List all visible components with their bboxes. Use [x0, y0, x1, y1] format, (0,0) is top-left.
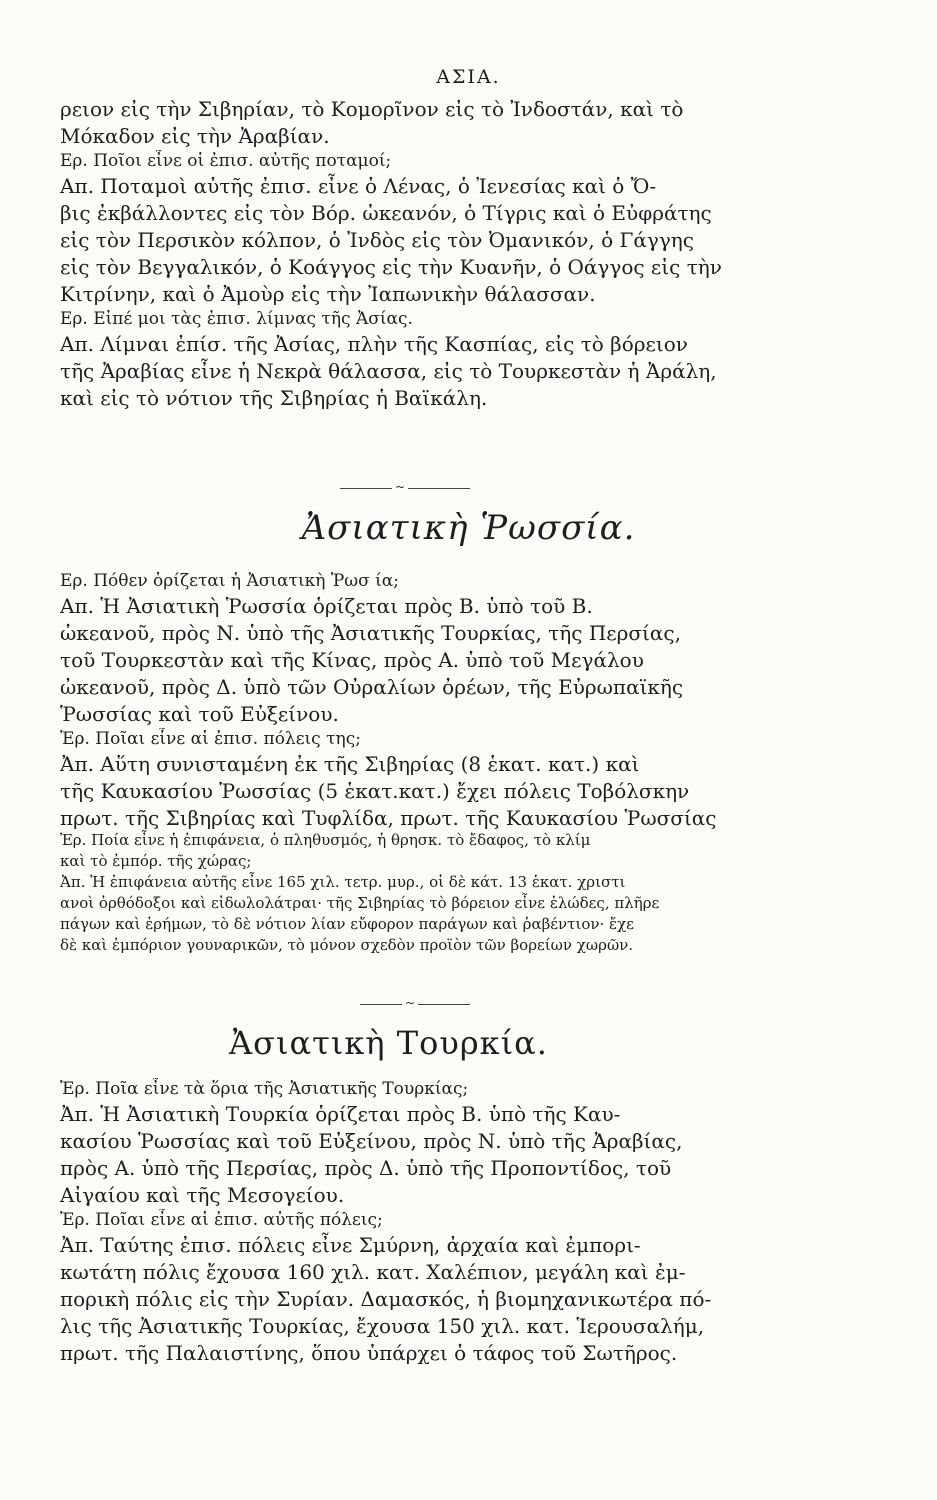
- section-title-russia: Ἀσιατικὴ Ῥωσσία.: [301, 508, 636, 548]
- answer-line: Ἀπ. Ἡ ἐπιφάνεια αὐτῆς εἶνε 165 χιλ. τετρ. μυρ., οἱ δὲ κάτ. 13 ἑκατ. χριστι: [60, 873, 626, 891]
- text-line: κωτάτη πόλις ἔχουσα 160 χιλ. κατ. Χαλέπιον, μεγάλη καὶ ἐμ-: [60, 1260, 686, 1284]
- answer-line: Ἀπ. Ταύτης ἐπισ. πόλεις εἶνε Σμύρνη, ἀρχαία καὶ ἐμπορι-: [60, 1233, 641, 1257]
- answer-line: Ἀπ. Ἡ Ἀσιατικὴ Τουρκία ὁρίζεται πρὸς Β. ὑπὸ τῆς Καυ-: [60, 1102, 621, 1126]
- text-line: ὠκεανοῦ, πρὸς Δ. ὑπὸ τῶν Οὐραλίων ὀρέων, τῆς Εὐρωπαϊκῆς: [60, 675, 684, 699]
- text-line: τῆς Ἀραβίας εἶνε ἡ Νεκρὰ θάλασσα, εἰς τὸ Τουρκεστὰν ἡ Ἀράλη,: [60, 359, 717, 383]
- russia-details-text: [60, 830, 800, 956]
- text-line: πορικὴ πόλις εἰς τὴν Συρίαν. Δαμασκός, ἡ βιομηχανικωτέρα πό-: [60, 1287, 712, 1311]
- text-line: ανοὶ ὀρθόδοξοι καὶ εἰδωλολάτραι· τῆς Σιβηρίας τὸ βόρειον εἶνε ἑλώδες, πλῆρε: [60, 894, 660, 912]
- text-line: Αἰγαίου καὶ τῆς Μεσογείου.: [60, 1183, 345, 1207]
- text-line: καὶ εἰς τὸ νότιον τῆς Σιβηρίας ἡ Βαϊκάλη.: [60, 386, 488, 410]
- answer-line: Ἀπ. Αὕτη συνισταμένη ἐκ τῆς Σιβηρίας (8 ἑκατ. κατ.) καὶ: [60, 752, 640, 776]
- text-line: κασίου Ῥωσσίας καὶ τοῦ Εὐξείνου, πρὸς Ν. ὑπὸ τῆς Ἀραβίας,: [60, 1129, 683, 1153]
- section-divider: ~: [340, 488, 470, 490]
- text-line: ὠκεανοῦ, πρὸς Ν. ὑπὸ τῆς Ἀσιατικῆς Τουρκίας, τῆς Περσίας,: [60, 621, 681, 645]
- text-line: πρὸς Α. ὑπὸ τῆς Περσίας, πρὸς Δ. ὑπὸ τῆς Προποντίδος, τοῦ: [60, 1156, 672, 1180]
- text-line: τοῦ Τουρκεστὰν καὶ τῆς Κίνας, πρὸς Α. ὑπὸ τοῦ Μεγάλου: [60, 648, 644, 672]
- rivers-lakes-text: [60, 96, 800, 412]
- text-line: εἰς τὸν Περσικὸν κόλπον, ὁ Ἰνδὸς εἰς τὸν Ὀμανικόν, ὁ Γάγγης: [60, 228, 694, 252]
- answer-line: Απ. Ποταμοὶ αὐτῆς ἐπισ. εἶνε ὁ Λένας, ὁ Ἰενεσίας καὶ ὁ Ὄ-: [60, 174, 657, 198]
- text-line: δὲ καὶ ἐμπόριον γουναρικῶν, τὸ μόνον σχεδὸν προϊὸν τῶν βορείων χωρῶν.: [60, 936, 634, 954]
- question-line: Ερ. Ποῖοι εἶνε οἱ ἐπισ. αὐτῆς ποταμοί;: [60, 151, 392, 171]
- text-line: Κιτρίνην, καὶ ὁ Ἀμοὺρ εἰς τὴν Ἰαπωνικὴν θάλασσαν.: [60, 282, 596, 306]
- turkey-text: [60, 1078, 800, 1367]
- text-line: ρειον εἰς τὴν Σιβηρίαν, τὸ Κομορῖνον εἰς τὸ Ἰνδοστάν, καὶ τὸ: [60, 97, 684, 121]
- answer-line: Απ. Λίμναι ἐπίσ. τῆς Ἀσίας, πλὴν τῆς Κασπίας, εἰς τὸ βόρειον: [60, 332, 688, 356]
- text-line: εἰς τὸν Βεγγαλικόν, ὁ Κοάγγος εἰς τὴν Κυανῆν, ὁ Οάγγος εἰς τὴν: [60, 255, 722, 279]
- question-line: Ερ. Εἰπέ μοι τὰς ἐπισ. λίμνας τῆς Ἀσίας.: [60, 309, 413, 329]
- text-line: τῆς Καυκασίου Ῥωσσίας (5 ἑκατ.κατ.) ἔχει πόλεις Τοβόλσκην: [60, 779, 690, 803]
- question-line: Ἐρ. Ποία εἶνε ἡ ἐπιφάνεια, ὁ πληθυσμός, ἡ θρησκ. τὸ ἔδαφος, τὸ κλίμ: [60, 831, 591, 849]
- text-line: πρωτ. τῆς Παλαιστίνης, ὅπου ὑπάρχει ὁ τάφος τοῦ Σωτῆρος.: [60, 1341, 678, 1365]
- question-line: Ἐρ. Ποῖα εἶνε τὰ ὅρια τῆς Ἀσιατικῆς Τουρκίας;: [60, 1079, 469, 1099]
- russia-text: [60, 570, 800, 832]
- question-line: Ἐρ. Ποῖαι εἶνε αἱ ἐπισ. αὐτῆς πόλεις;: [60, 1210, 383, 1230]
- text-line: Ῥωσσίας καὶ τοῦ Εὐξείνου.: [60, 702, 339, 726]
- text-line: βις ἐκβάλλοντες εἰς τὸν Βόρ. ὠκεανόν, ὁ Τίγρις καὶ ὁ Εὐφράτης: [60, 201, 712, 225]
- question-line: Ερ. Πόθεν ὁρίζεται ἡ Ἀσιατικὴ Ῥωσ ία;: [60, 571, 399, 591]
- text-line: καὶ τὸ ἐμπόρ. τῆς χώρας;: [60, 852, 252, 870]
- question-line: Ἐρ. Ποῖαι εἶνε αἱ ἐπισ. πόλεις της;: [60, 729, 361, 749]
- text-line: πάγων καὶ ἐρήμων, τὸ δὲ νότιον λίαν εὔφορον παράγων καὶ ῥαβέντιον· ἔχε: [60, 915, 634, 933]
- text-line: Μόκαδον εἰς τὴν Ἀραβίαν.: [60, 124, 330, 148]
- text-line: λις τῆς Ἀσιατικῆς Τουρκίας, ἔχουσα 150 χιλ. κατ. Ἱερουσαλήμ,: [60, 1314, 705, 1338]
- running-header: ΑΣΙΑ.: [436, 66, 501, 88]
- section-title-turkey: Ἀσιατικὴ Τουρκία.: [229, 1024, 548, 1062]
- text-line: πρωτ. τῆς Σιβηρίας καὶ Τυφλίδα, πρωτ. τῆς Καυκασίου Ῥωσσίας: [60, 806, 717, 830]
- answer-line: Απ. Ἡ Ἀσιατικὴ Ῥωσσία ὁρίζεται πρὸς Β. ὑπὸ τοῦ Β.: [60, 594, 593, 618]
- section-divider: ~: [360, 1004, 470, 1006]
